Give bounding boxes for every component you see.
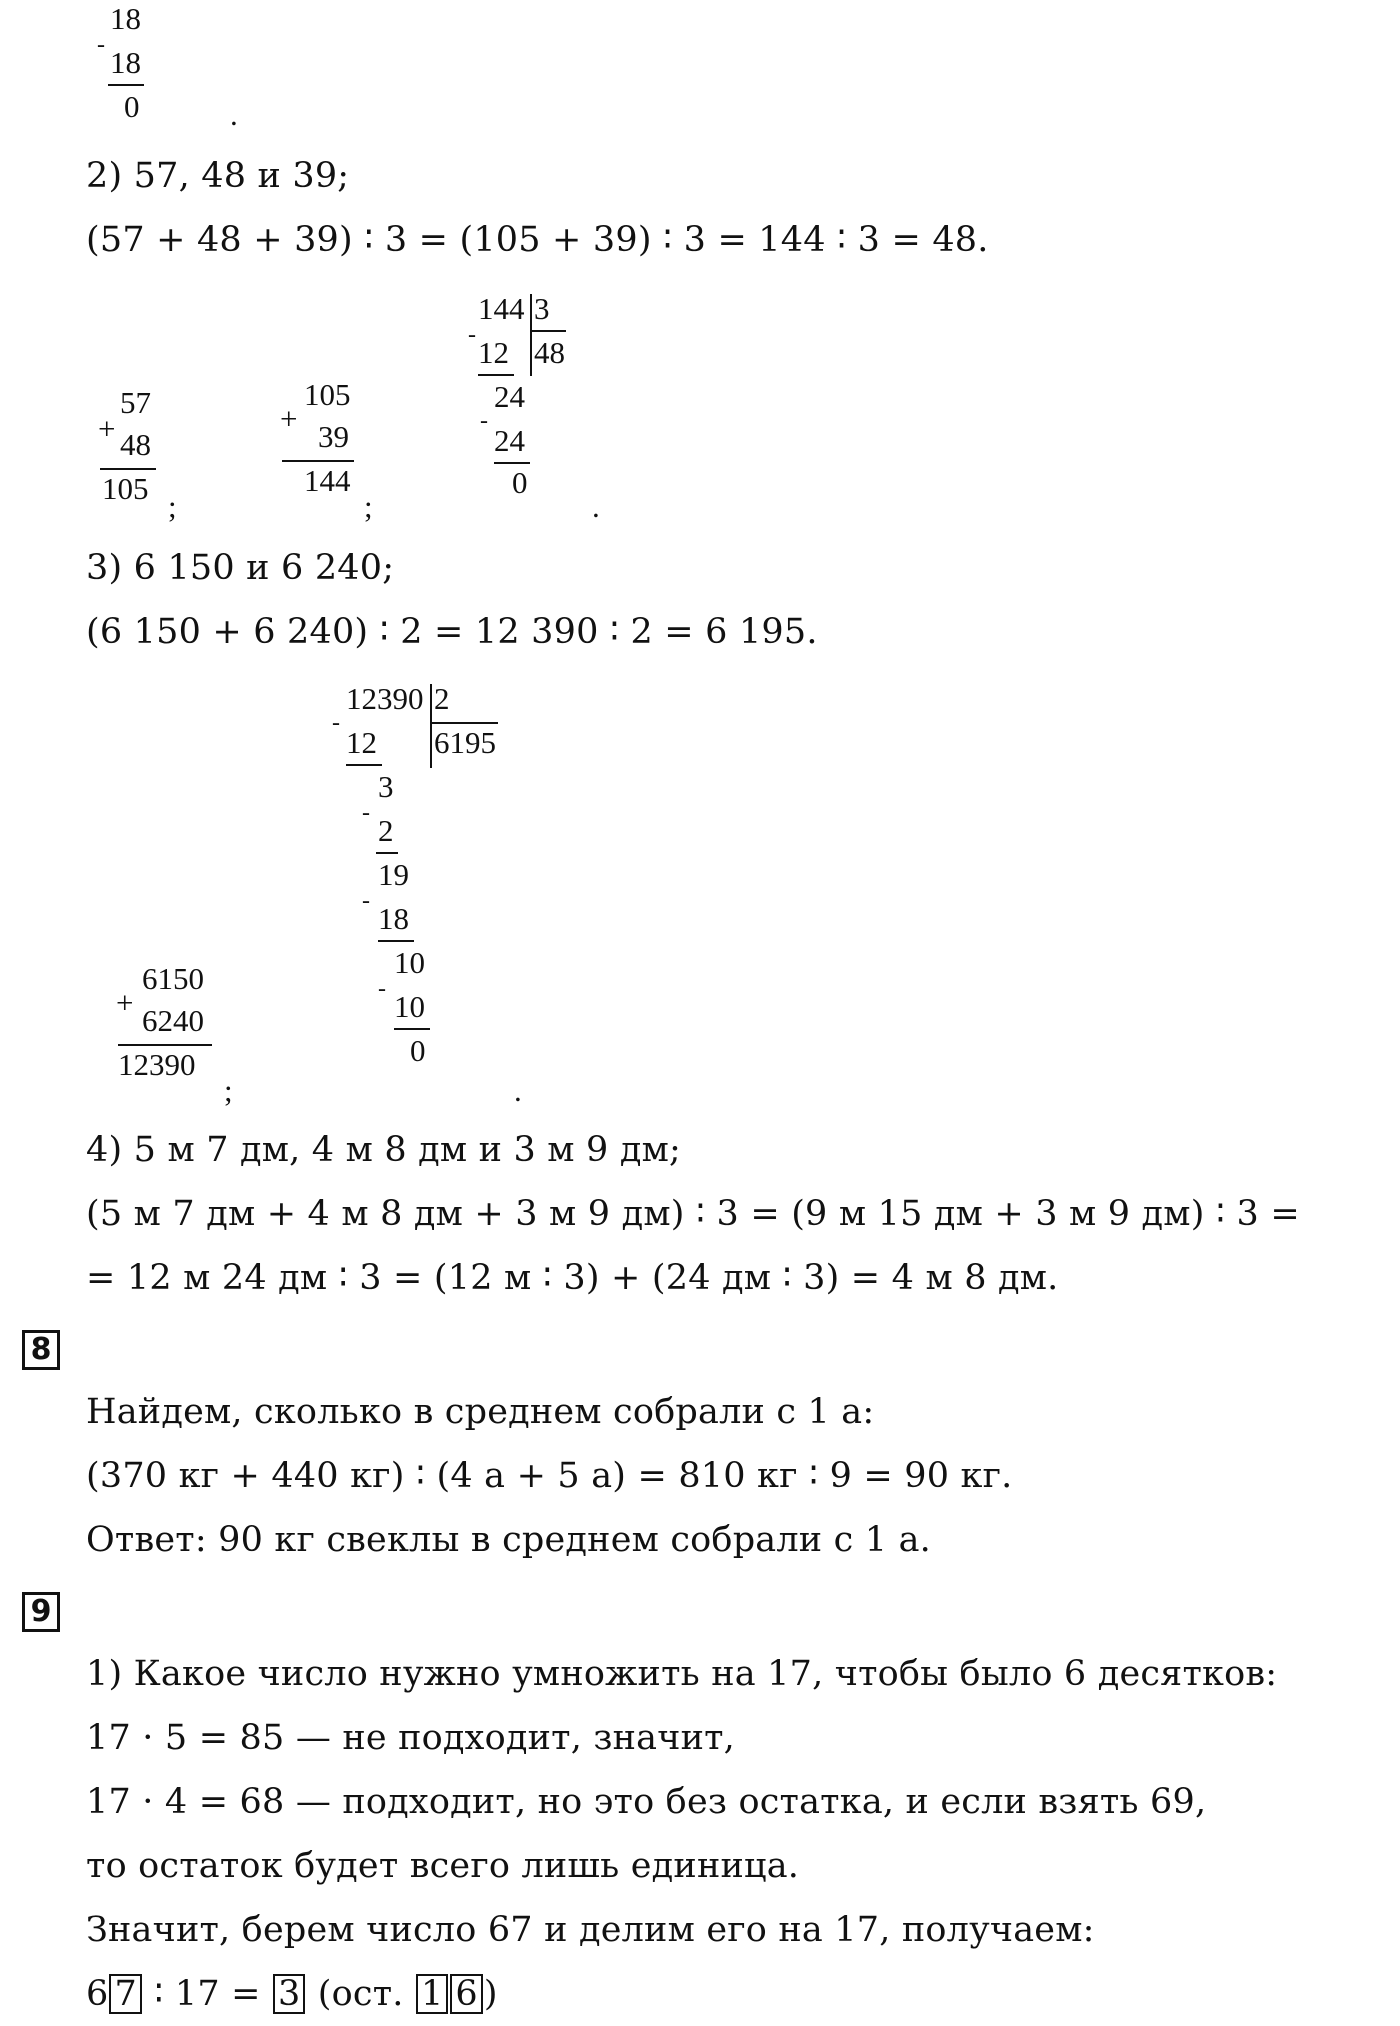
calc-digit: 0 bbox=[124, 89, 140, 124]
calc-step: 24 bbox=[494, 379, 525, 414]
calc-rule bbox=[376, 852, 398, 854]
calc-dot: . bbox=[514, 1073, 522, 1108]
calc-step: 18 bbox=[378, 901, 409, 936]
calc-rule bbox=[378, 940, 414, 942]
separator: ; bbox=[364, 489, 373, 524]
task8-line1: Найдем, сколько в среднем собрали с 1 а: bbox=[86, 1392, 875, 1432]
calc-step: 12 bbox=[478, 335, 509, 370]
calc-quotient: 6195 bbox=[434, 725, 496, 760]
minus-sign: - bbox=[480, 408, 488, 434]
part4-heading: 4) 5 м 7 дм, 4 м 8 дм и 3 м 9 дм; bbox=[86, 1130, 682, 1170]
part3-heading: 3) 6 150 и 6 240; bbox=[86, 548, 395, 588]
calc-dividend: 12390 bbox=[346, 681, 424, 716]
division-rule bbox=[530, 330, 566, 332]
calc-rule bbox=[478, 374, 514, 376]
calc-quotient: 48 bbox=[534, 335, 565, 370]
calc-divisor: 2 bbox=[434, 681, 450, 716]
plus-sign: + bbox=[280, 401, 298, 436]
final-digit: 6 bbox=[86, 1974, 109, 2014]
calc-rule bbox=[108, 84, 144, 86]
boxed-digit: 6 bbox=[450, 1974, 482, 2014]
calc-rule bbox=[282, 460, 354, 462]
boxed-digit: 7 bbox=[109, 1974, 141, 2014]
task9-final bbox=[86, 1972, 498, 2016]
minus-sign: - bbox=[97, 32, 105, 58]
calc-rule bbox=[100, 468, 156, 470]
task9-line1: 1) Какое число нужно умножить на 17, чтобы было 6 десятков: bbox=[86, 1654, 1278, 1694]
boxed-digit: 1 bbox=[416, 1974, 448, 2014]
minus-sign: - bbox=[332, 710, 340, 736]
calc-digit: 144 bbox=[304, 463, 351, 498]
task-number-8: 8 bbox=[22, 1330, 60, 1370]
calc-dot: . bbox=[592, 489, 600, 524]
separator: ; bbox=[168, 489, 177, 524]
task9-line3: 17 · 4 = 68 — подходит, но это без остатка, и если взять 69, bbox=[86, 1782, 1207, 1822]
part4-line2: = 12 м 24 дм ∶ 3 = (12 м ∶ 3) + (24 дм ∶ 3) = 4 м 8 дм. bbox=[86, 1258, 1059, 1298]
calc-digit: 6150 bbox=[142, 961, 204, 996]
minus-sign: - bbox=[468, 322, 476, 348]
separator: ; bbox=[224, 1073, 233, 1108]
calc-step: 10 bbox=[394, 945, 425, 980]
calc-step: 0 bbox=[512, 465, 528, 500]
calc-rule bbox=[118, 1044, 212, 1046]
final-mid: ∶ 17 = bbox=[142, 1974, 273, 2014]
calc-dot: . bbox=[230, 97, 238, 132]
calc-rule bbox=[394, 1028, 430, 1030]
calc-step: 19 bbox=[378, 857, 409, 892]
calc-rule bbox=[346, 764, 382, 766]
calc-digit: 18 bbox=[110, 1, 141, 36]
boxed-digit: 3 bbox=[273, 1974, 305, 2014]
calc-digit: 105 bbox=[102, 471, 149, 506]
part3-equation: (6 150 + 6 240) ∶ 2 = 12 390 ∶ 2 = 6 195. bbox=[86, 612, 818, 652]
division-bar bbox=[530, 294, 532, 376]
calc-digit: 105 bbox=[304, 377, 351, 412]
calc-divisor: 3 bbox=[534, 291, 550, 326]
task9-line5: Значит, берем число 67 и делим его на 17, получаем: bbox=[86, 1910, 1095, 1950]
calc-step: 0 bbox=[410, 1033, 426, 1068]
calc-step: 12 bbox=[346, 725, 377, 760]
calc-step: 3 bbox=[378, 769, 394, 804]
calc-step: 2 bbox=[378, 813, 394, 848]
calc-digit: 48 bbox=[120, 427, 151, 462]
part4-line1: (5 м 7 дм + 4 м 8 дм + 3 м 9 дм) ∶ 3 = (9 м 15 дм + 3 м 9 дм) ∶ 3 = bbox=[86, 1194, 1300, 1234]
calc-digit: 6240 bbox=[142, 1003, 204, 1038]
final-remainder-open: (ост. bbox=[306, 1974, 415, 2014]
calc-step: 24 bbox=[494, 423, 525, 458]
minus-sign: - bbox=[362, 888, 370, 914]
calc-digit: 18 bbox=[110, 45, 141, 80]
calc-digit: 39 bbox=[318, 419, 349, 454]
calc-digit: 12390 bbox=[118, 1047, 196, 1082]
task9-line4: то остаток будет всего лишь единица. bbox=[86, 1846, 800, 1886]
part2-heading: 2) 57, 48 и 39; bbox=[86, 156, 350, 196]
task9-line2: 17 · 5 = 85 — не подходит, значит, bbox=[86, 1718, 736, 1758]
calc-digit: 57 bbox=[120, 385, 151, 420]
division-rule bbox=[430, 722, 498, 724]
minus-sign: - bbox=[362, 800, 370, 826]
plus-sign: + bbox=[116, 985, 134, 1020]
part2-equation: (57 + 48 + 39) ∶ 3 = (105 + 39) ∶ 3 = 144 ∶ 3 = 48. bbox=[86, 220, 989, 260]
minus-sign: - bbox=[378, 976, 386, 1002]
calc-dividend: 144 bbox=[478, 291, 525, 326]
calc-rule bbox=[494, 462, 530, 464]
task8-answer: Ответ: 90 кг свеклы в среднем собрали с 1 а. bbox=[86, 1520, 931, 1560]
plus-sign: + bbox=[98, 411, 116, 446]
division-bar bbox=[430, 684, 432, 768]
calc-step: 10 bbox=[394, 989, 425, 1024]
task-number-9: 9 bbox=[22, 1592, 60, 1632]
task8-line2: (370 кг + 440 кг) ∶ (4 а + 5 а) = 810 кг ∶ 9 = 90 кг. bbox=[86, 1456, 1013, 1496]
final-remainder-close: ) bbox=[483, 1974, 498, 2014]
